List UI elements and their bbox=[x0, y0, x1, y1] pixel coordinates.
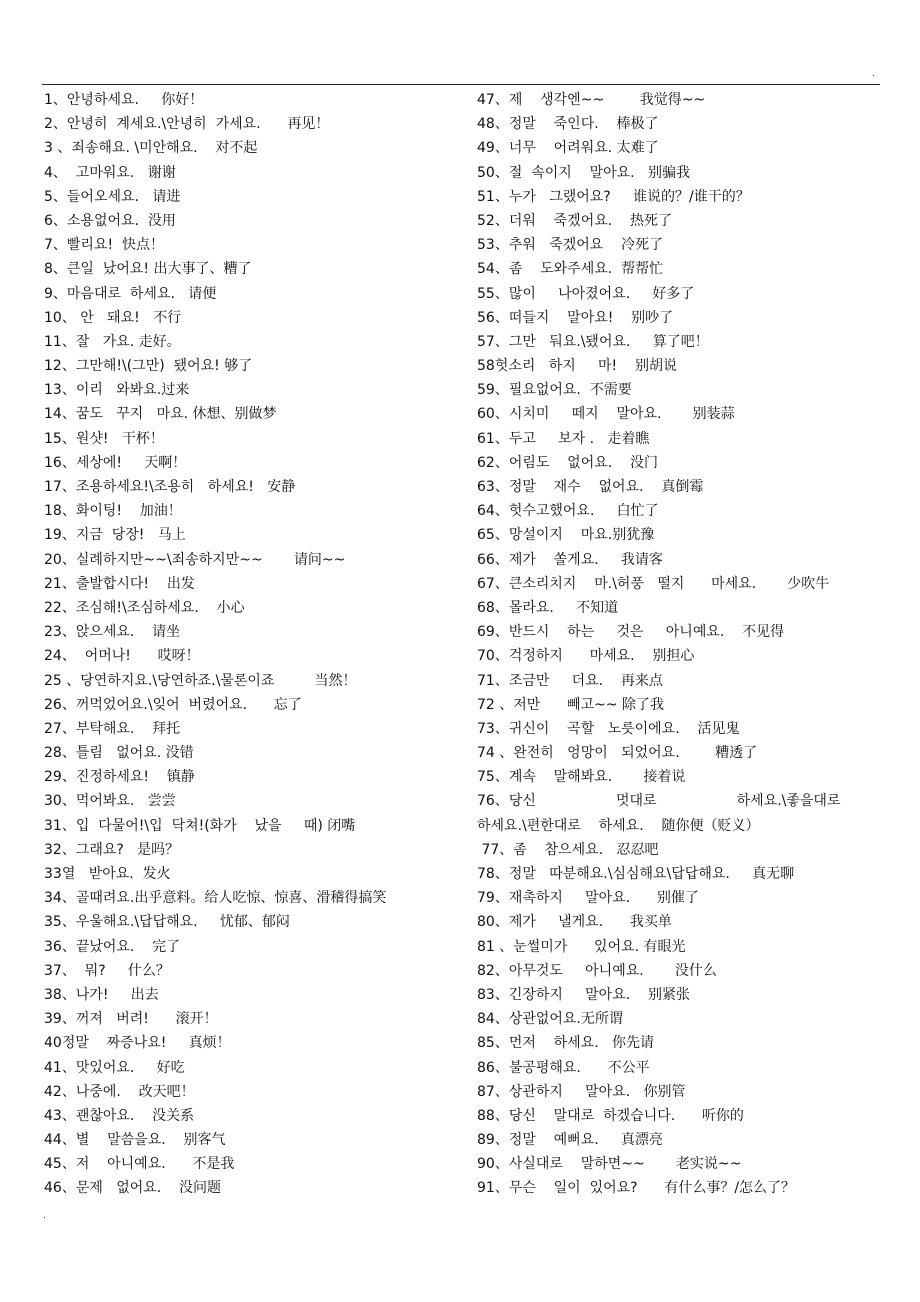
phrase-entry: 19、지금 당장! 马上 bbox=[44, 527, 186, 544]
phrase-entry: 88、당신 말대로 하겠습니다. 听你的 bbox=[477, 1107, 744, 1124]
phrase-entry: 58헛소리 하지 마! 别胡说 bbox=[477, 358, 677, 375]
phrase-entry: 36、끝났어요. 完了 bbox=[44, 938, 181, 955]
phrase-entry: 4、 고마워요. 谢谢 bbox=[44, 164, 176, 181]
phrase-entry: 64、헛수고했어요. 白忙了 bbox=[477, 503, 659, 520]
phrase-entry: 84、상관없어요.无所谓 bbox=[477, 1011, 623, 1028]
phrase-entry: 23、앉으세요. 请坐 bbox=[44, 624, 181, 641]
phrase-entry: 61、두고 보자 . 走着瞧 bbox=[477, 430, 650, 447]
phrase-entry: 91、무슨 일이 있어요? 有什么事？/怎么了？ bbox=[477, 1180, 796, 1197]
phrase-entry: 54、좀 도와주세요. 帮帮忙 bbox=[477, 261, 664, 278]
phrase-entry: 71、조금만 더요. 再来点 bbox=[477, 672, 663, 689]
phrase-entry: 3 、죄송해요. \미안해요. 对不起 bbox=[44, 140, 258, 157]
phrase-entry: 65、망설이지 마요.别犹豫 bbox=[477, 527, 655, 544]
phrase-entry: 14、꿈도 꾸지 마요. 休想、别做梦 bbox=[44, 406, 277, 423]
phrase-entry: 70、걱정하지 마세요. 别担心 bbox=[477, 648, 695, 665]
phrase-entry: 41、맛있어요. 好吃 bbox=[44, 1059, 185, 1076]
phrase-entry: 72 、저만 빼고~~ 除了我 bbox=[477, 696, 664, 713]
phrase-entry: 80、제가 낼게요. 我买单 bbox=[477, 914, 672, 931]
phrase-entry: 50、절 속이지 말아요. 别骗我 bbox=[477, 164, 690, 181]
phrase-entry: 18、화이팅! 加油！ bbox=[44, 503, 182, 520]
phrase-entry: 21、출발합시다! 出发 bbox=[44, 575, 195, 592]
phrase-entry: 68、몰라요. 不知道 bbox=[477, 599, 619, 616]
phrase-entry: 27、부탁해요. 拜托 bbox=[44, 720, 181, 737]
phrase-entry: 13、이리 와봐요.过来 bbox=[44, 382, 190, 399]
phrase-entry: 66、제가 쏠게요. 我请客 bbox=[477, 551, 663, 568]
phrase-entry: 52、더워 죽겠어요. 热死了 bbox=[477, 212, 673, 229]
phrase-entry: 45、저 아니예요. 不是我 bbox=[44, 1156, 235, 1173]
phrase-entry: 83、긴장하지 말아요. 别紧张 bbox=[477, 986, 690, 1003]
phrase-entry: 63、정말 재수 없어요. 真倒霉 bbox=[477, 479, 704, 495]
phrase-entry: 11、잘 가요. 走好。 bbox=[44, 333, 181, 350]
phrase-entry: 43、괜찮아요. 没关系 bbox=[44, 1107, 195, 1124]
phrase-entry: 75、계속 말해봐요. 接着说 bbox=[477, 769, 686, 786]
phrase-entry: 59、필요없어요. 不需要 bbox=[477, 382, 632, 399]
phrase-entry: 85、먼저 하세요. 你先请 bbox=[477, 1035, 655, 1052]
phrase-entry: 56、떠들지 말아요! 别吵了 bbox=[477, 309, 674, 326]
phrase-entry: 30、먹어봐요. 尝尝 bbox=[44, 793, 176, 810]
phrase-entry: 6、소용없어요. 没用 bbox=[44, 212, 176, 229]
phrase-entry: 29、진정하세요! 镇静 bbox=[44, 769, 195, 786]
phrase-entry: 62、어림도 없어요. 没门 bbox=[477, 454, 659, 471]
phrase-entry: 16、세상에! 天啊！ bbox=[44, 454, 187, 471]
phrase-entry: 하세요.\편한대로 하세요. 随你便（贬义） bbox=[477, 817, 760, 834]
phrase-entry: 67、큰소리치지 마.\허풍 떨지 마세요. 少吹牛 bbox=[477, 575, 830, 592]
phrase-entry: 55、많이 나아졌어요. 好多了 bbox=[477, 285, 695, 302]
phrase-entry: 5、들어오세요. 请进 bbox=[44, 188, 181, 205]
phrase-entry: 40정말 짜증나요! 真烦！ bbox=[44, 1035, 231, 1052]
phrase-entry: 49、너무 어려워요. 太难了 bbox=[477, 140, 659, 157]
phrase-entry: 90、사실대로 말하면~~ 老实说~~ bbox=[477, 1156, 742, 1173]
phrase-entry: 25 、당연하지요.\당연하죠.\물론이죠 当然！ bbox=[44, 672, 357, 689]
phrase-entry: 26、꺼먹었어요.\잊어 버렸어요. 忘了 bbox=[44, 696, 302, 713]
phrase-entry: 12、그만해!\(그만) 됐어요! 够了 bbox=[44, 358, 253, 375]
phrase-entry: 60、시치미 떼지 말아요. 别装蒜 bbox=[477, 406, 735, 423]
phrase-list-left bbox=[44, 88, 469, 1201]
phrase-entry: 87、상관하지 말아요. 你别管 bbox=[477, 1083, 686, 1100]
phrase-entry: 35、우울해요.\답답해요. 忧郁、郁闷 bbox=[44, 914, 290, 931]
phrase-entry: 46、문제 없어요. 没问题 bbox=[44, 1180, 222, 1197]
phrase-entry: 47、제 생각엔~~ 我觉得~~ bbox=[477, 92, 706, 108]
phrase-entry: 69、반드시 하는 것은 아니예요. 不见得 bbox=[477, 624, 785, 641]
phrase-entry: 8、큰일 났어요! 出大事了、糟了 bbox=[44, 261, 252, 278]
corner-dot-top: . bbox=[872, 69, 875, 79]
phrase-entry: 44、별 말씀을요. 别客气 bbox=[44, 1132, 226, 1149]
corner-dot-bottom: . bbox=[43, 1211, 46, 1221]
phrase-entry: 57、그만 둬요.\됐어요. 算了吧！ bbox=[477, 333, 709, 350]
phrase-entry: 17、조용하세요!\조용히 하세요! 安静 bbox=[44, 479, 296, 495]
phrase-entry: 74 、완전히 엉망이 되었어요. 糟透了 bbox=[477, 745, 758, 762]
header-rule bbox=[42, 84, 880, 85]
phrase-entry: 42、나중에. 改天吧！ bbox=[44, 1083, 195, 1100]
phrase-entry: 7、빨리요! 快点！ bbox=[44, 237, 164, 254]
phrase-entry: 39、꺼져 버려! 滚开！ bbox=[44, 1011, 218, 1028]
phrase-entry: 22、조심해!\조심하세요. 小心 bbox=[44, 599, 245, 616]
phrase-entry: 89、정말 예뻐요. 真漂亮 bbox=[477, 1132, 663, 1149]
phrase-entry: 20、실례하지만~~\죄송하지만~~ 请问~~ bbox=[44, 551, 346, 568]
phrase-entry: 38、나가! 出去 bbox=[44, 986, 159, 1003]
phrase-entry: 34、골때려요.出乎意料。给人吃惊、惊喜、滑稽得搞笑 bbox=[44, 890, 387, 907]
phrase-entry: 31、입 다물어!\입 닥쳐!(화가 났을 때) 闭嘴 bbox=[44, 817, 356, 834]
phrase-entry: 1、안녕하세요. 你好！ bbox=[44, 92, 204, 108]
phrase-entry: 32、그래요? 是吗？ bbox=[44, 841, 180, 858]
phrase-entry: 15、원샷! 干杯！ bbox=[44, 430, 164, 447]
phrase-list-right bbox=[477, 88, 877, 1201]
phrase-entry: 79、재촉하지 말아요. 别催了 bbox=[477, 890, 699, 907]
phrase-entry: 28、틀림 없어요. 没错 bbox=[44, 745, 194, 762]
phrase-entry: 81 、눈썰미가 있어요. 有眼光 bbox=[477, 938, 686, 955]
phrase-entry: 78、정말 따분해요.\심심해요\답답해요. 真无聊 bbox=[477, 866, 795, 882]
phrase-entry: 2、안녕히 계세요.\안녕히 가세요. 再见！ bbox=[44, 116, 330, 133]
phrase-entry: 48、정말 죽인다. 棒极了 bbox=[477, 116, 659, 133]
phrase-entry: 77、좀 참으세요. 忍忍吧 bbox=[477, 841, 659, 858]
phrase-entry: 24、 어머나! 哎呀！ bbox=[44, 648, 200, 665]
phrase-entry: 86、불공평해요. 不公平 bbox=[477, 1059, 650, 1076]
phrase-entry: 76、당신 멋대로 하세요.\좋을대로 bbox=[477, 793, 841, 810]
phrase-entry: 53、추워 죽겠어요 冷死了 bbox=[477, 237, 664, 254]
phrase-entry: 10、 안 돼요! 不行 bbox=[44, 309, 182, 326]
phrase-entry: 73、귀신이 곡할 노릇이에요. 活见鬼 bbox=[477, 720, 740, 737]
phrase-entry: 82、아무것도 아니예요. 没什么 bbox=[477, 962, 717, 979]
phrase-entry: 9、마음대로 하세요. 请便 bbox=[44, 285, 217, 302]
phrase-entry: 37、 뭐? 什么？ bbox=[44, 962, 170, 979]
phrase-entry: 33열 받아요. 发火 bbox=[44, 866, 171, 882]
phrase-entry: 51、누가 그랬어요? 谁说的？/谁干的？ bbox=[477, 188, 750, 205]
